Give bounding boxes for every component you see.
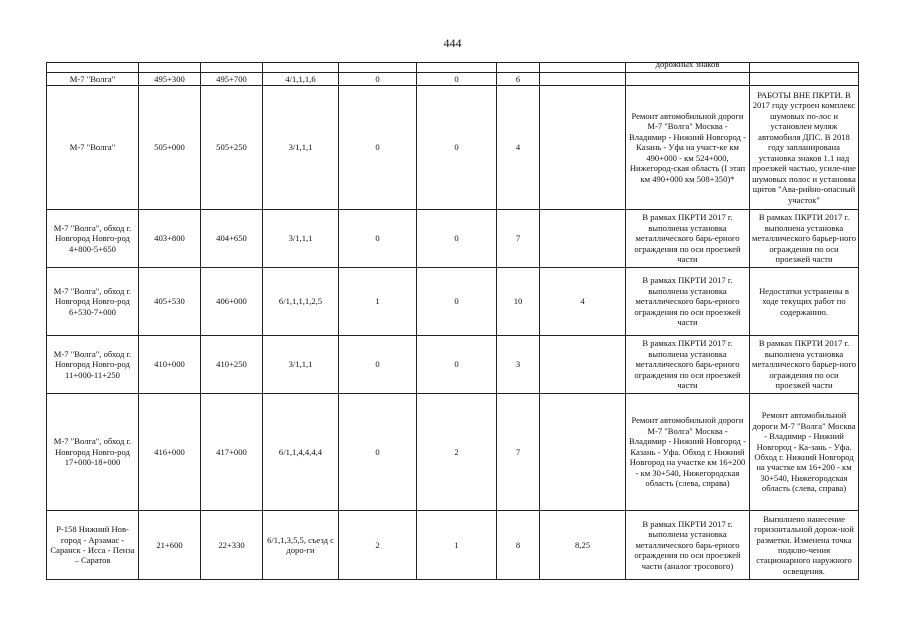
km-start-text: 505+000 [154, 142, 185, 153]
km-end-text: 406+000 [216, 296, 247, 307]
c2-text: 0 [454, 359, 459, 370]
cell-notes [750, 73, 859, 86]
notes-text: Недостатки устранены в ходе текущих работ по содержанию. [759, 285, 849, 317]
cell-c2 [417, 73, 497, 86]
cell-c2 [417, 511, 497, 580]
c2-text: 0 [454, 296, 459, 307]
table-row [47, 511, 859, 580]
cell-notes [750, 86, 859, 210]
table-row [47, 336, 859, 394]
c3-text: 8 [515, 539, 521, 550]
carry-over-cell [626, 63, 750, 73]
road-text: М-7 "Волга", обход г. Новгород Новго-род 4+800-5+650 [53, 222, 132, 254]
km-start-text: 21+600 [156, 539, 183, 550]
km-end-text: 22+330 [218, 539, 245, 550]
cell-c1 [339, 268, 417, 336]
cell-km-end [201, 336, 263, 394]
measures-text: В рамках ПКРТИ 2017 г. выполнена установка металлического барь-ерного ограждения по оси проезжей части [634, 338, 741, 391]
cell-road [47, 336, 139, 394]
road-text: М-7 "Волга", обход г. Новгород Новго-род 17+000-18+000 [53, 436, 132, 468]
cell-c4 [540, 73, 626, 86]
carry-over-text: дорожных знаков [655, 62, 720, 69]
notes-text: РАБОТЫ ВНЕ ПКРТИ. В 2017 году устроен комплекс шумовых по-лос и установлен муляж автомобиля ДПС. В 2018 году запланирована установка знаков 1.1 над проезжей частью, усиле-ние шумовых полос и установка щитов "Ава-рийно-опасный участок" [752, 89, 856, 205]
table-row [47, 394, 859, 511]
c4-text: 8,25 [574, 539, 591, 550]
c1-text: 0 [375, 359, 380, 370]
cell-km-start [139, 394, 201, 511]
cell-c3 [497, 73, 540, 86]
cell-code [263, 511, 339, 580]
notes-text: Ремонт автомобильной дороги М-7 "Волга" Москва - Владимир - Нижний Новгород - Ка-зань - Уфа. Обход г. Нижний Новгород на участке км 16+200 - км 30+540, Нижегородская область (слева, справа) [752, 410, 856, 494]
cell-notes [750, 511, 859, 580]
c4-text: 4 [580, 296, 585, 307]
cell-c1 [339, 210, 417, 268]
cell-notes [750, 336, 859, 394]
table-row [47, 73, 859, 86]
cell-notes [750, 394, 859, 511]
km-end-text: 495+700 [216, 73, 247, 84]
cell-measures [626, 268, 750, 336]
cell-km-start [139, 73, 201, 86]
table-row [47, 86, 859, 210]
cell-measures [626, 394, 750, 511]
c2-text: 2 [454, 446, 459, 457]
km-start-text: 416+000 [154, 446, 185, 457]
cell-c1 [339, 394, 417, 511]
c3-text: 7 [515, 233, 521, 244]
cell-c4 [540, 268, 626, 336]
cell-code [263, 73, 339, 86]
cell-road [47, 268, 139, 336]
notes-text: В рамках ПКРТИ 2017 г. выполнена установка металлического барьер-ного ограждения по оси проезжей части [752, 212, 857, 265]
code-text: 3/1,1,1 [288, 359, 313, 370]
cell-c3 [497, 86, 540, 210]
cell-road [47, 394, 139, 511]
km-start-text: 410+000 [154, 359, 185, 370]
cell-code [263, 210, 339, 268]
c2-text: 0 [454, 233, 459, 244]
cell-c1 [339, 336, 417, 394]
table-row [47, 268, 859, 336]
cell-code [263, 86, 339, 210]
road-text: М-7 "Волга" [69, 142, 116, 153]
table-row [47, 210, 859, 268]
road-safety-table [46, 62, 859, 580]
c2-text: 0 [454, 142, 459, 153]
c1-text: 0 [375, 446, 380, 457]
cell-c4 [540, 511, 626, 580]
c3-text: 10 [513, 296, 523, 307]
cell-km-start [139, 86, 201, 210]
c1-text: 0 [375, 233, 380, 244]
cell-measures [626, 210, 750, 268]
notes-text: В рамках ПКРТИ 2017 г. выполнена установка металлического барьер-ного ограждения по оси проезжей части [752, 338, 857, 391]
km-start-text: 495+300 [154, 73, 185, 84]
km-end-text: 404+650 [216, 233, 247, 244]
cell-c4 [540, 394, 626, 511]
cell-c2 [417, 268, 497, 336]
cell-c1 [339, 73, 417, 86]
c2-text: 0 [454, 73, 459, 84]
code-text: 6/1,1,4,4,4,4 [278, 446, 323, 457]
cell-c1 [339, 511, 417, 580]
c1-text: 2 [375, 539, 380, 550]
code-text: 4/1,1,1,6 [285, 73, 316, 84]
cell-km-start [139, 511, 201, 580]
measures-text: Ремонт автомобильной дороги М-7 "Волга" Москва - Владимир - Нижний Новгород - Казань - Уфа. Обход г. Нижний Новгород на участке км 16+200 - км 30+540, Нижегородская область (слева, справа) [629, 415, 746, 489]
cell-road [47, 73, 139, 86]
measures-text: В рамках ПКРТИ 2017 г. выполнена установка металлического барь-ерного ограждения по оси проезжей части [634, 275, 741, 328]
cell-km-start [139, 268, 201, 336]
cell-c2 [417, 394, 497, 511]
cell-km-end [201, 86, 263, 210]
c1-text: 0 [375, 73, 380, 84]
measures-text: В рамках ПКРТИ 2017 г. выполнена установка металлического барь-ерного ограждения по оси проезжей части [634, 212, 741, 265]
cell-notes [750, 268, 859, 336]
km-start-text: 405+530 [154, 296, 185, 307]
cell-c2 [417, 86, 497, 210]
cell-road [47, 511, 139, 580]
road-text: М-7 "Волга", обход г. Новгород Новго-род 11+000-11+250 [53, 348, 132, 380]
cell-road [47, 86, 139, 210]
cell-c2 [417, 336, 497, 394]
c1-text: 0 [375, 142, 380, 153]
cell-km-end [201, 268, 263, 336]
cell-notes [750, 210, 859, 268]
cell-km-end [201, 394, 263, 511]
c1-text: 1 [375, 296, 380, 307]
code-text: 3/1,1,1 [288, 233, 313, 244]
cell-c4 [540, 336, 626, 394]
cell-c2 [417, 210, 497, 268]
code-text: 6/1,1,3,5,5, съезд с доро-ги [267, 534, 334, 555]
road-text: М-7 "Волга" [69, 73, 116, 84]
cell-measures [626, 73, 750, 86]
km-end-text: 505+250 [216, 142, 247, 153]
c2-text: 1 [454, 539, 459, 550]
km-start-text: 403+800 [154, 233, 185, 244]
cell-code [263, 394, 339, 511]
cell-c4 [540, 86, 626, 210]
cell-c4 [540, 210, 626, 268]
cell-km-start [139, 210, 201, 268]
notes-text: Выполнено нанесение горизонтальной дорож-ной разметки. Изменена точка подклю-чения стационарного наружного освещения. [754, 513, 854, 576]
cell-c3 [497, 394, 540, 511]
c3-text: 4 [515, 142, 521, 153]
cell-measures [626, 511, 750, 580]
km-end-text: 417+000 [216, 446, 247, 457]
page-number: 444 [443, 36, 462, 50]
carry-over-row [47, 63, 859, 73]
road-text: Р-158 Нижний Нов-город - Арзамас - Саранск - Исса - Пенза – Саратов [50, 524, 135, 566]
cell-km-end [201, 73, 263, 86]
code-text: 3/1,1,1 [288, 142, 313, 153]
cell-measures [626, 336, 750, 394]
c3-text: 3 [515, 359, 521, 370]
cell-c3 [497, 336, 540, 394]
cell-km-end [201, 511, 263, 580]
measures-text: В рамках ПКРТИ 2017 г. выполнена установка металлического барь-ерного ограждения по оси проезжей части (аналог тросового) [634, 518, 741, 571]
c3-text: 6 [515, 73, 521, 84]
cell-measures [626, 86, 750, 210]
c3-text: 7 [515, 446, 521, 457]
cell-km-start [139, 336, 201, 394]
cell-km-end [201, 210, 263, 268]
cell-c3 [497, 511, 540, 580]
code-text: 6/1,1,1,1,2,5 [278, 296, 323, 307]
cell-c1 [339, 86, 417, 210]
cell-c3 [497, 210, 540, 268]
road-text: М-7 "Волга", обход г. Новгород Новго-род 6+530-7+000 [53, 285, 132, 317]
cell-road [47, 210, 139, 268]
cell-c3 [497, 268, 540, 336]
km-end-text: 410+250 [216, 359, 247, 370]
measures-text: Ремонт автомобильной дороги М-7 "Волга" Москва - Владимир - Нижний Новгород - Казань - Уфа на участ-ке км 490+000 - км 524+000, Нижегород-ская область (I этап км 490+000 км 508+350)* [629, 110, 746, 184]
cell-code [263, 268, 339, 336]
cell-code [263, 336, 339, 394]
